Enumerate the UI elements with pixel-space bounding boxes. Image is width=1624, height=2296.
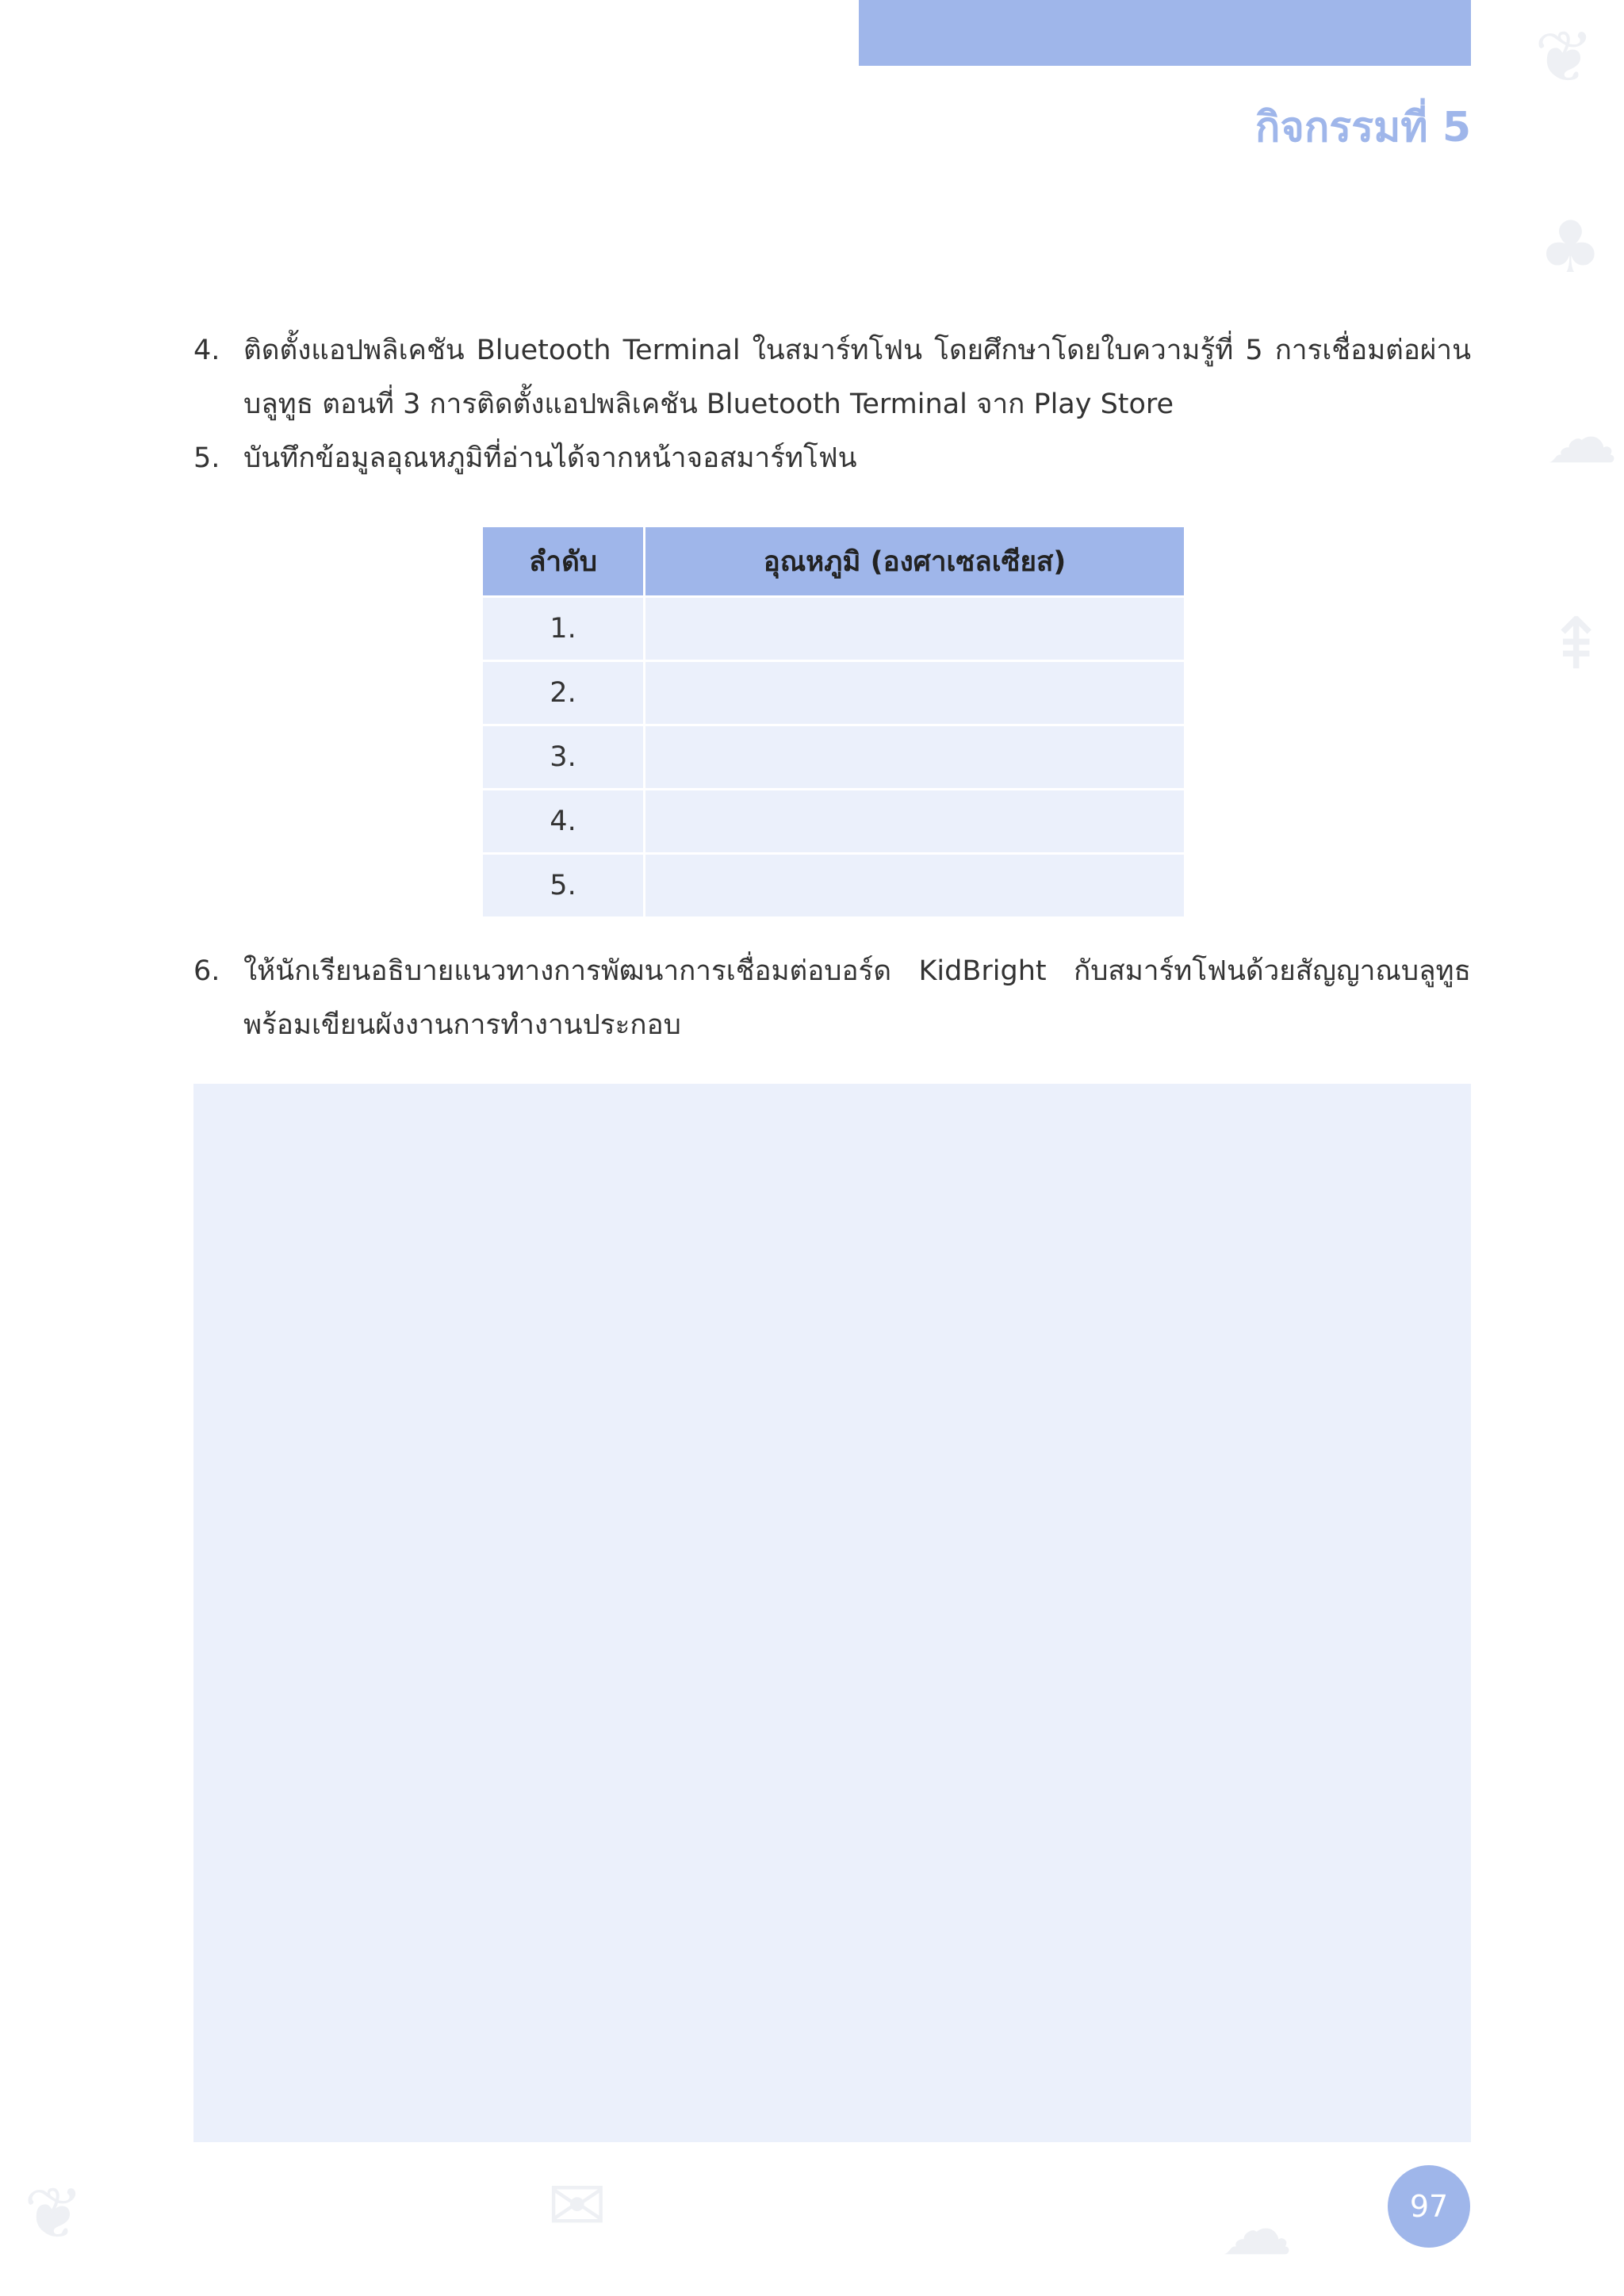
item-number: 4. (193, 335, 220, 366)
page-number: 97 (1388, 2165, 1470, 2248)
row-index: 4. (483, 790, 643, 852)
activity-title: กิจกรรมที่ 5 (1254, 104, 1471, 151)
mail-icon: ✉ (547, 2164, 607, 2248)
item-number: 5. (193, 442, 220, 474)
table-row (483, 790, 1184, 852)
leaf-icon: ❦ (1534, 16, 1595, 99)
row-index: 2. (483, 662, 643, 724)
temperature-cell[interactable] (645, 726, 1184, 788)
pine-icon: ⇞ (1546, 603, 1607, 686)
table-row (483, 726, 1184, 788)
item-text: บันทึกข้อมูลอุณหภูมิที่อ่านได้จากหน้าจอสมาร์ทโฟน (243, 442, 857, 474)
temperature-cell[interactable] (645, 855, 1184, 916)
instruction-6 (193, 944, 1471, 1052)
instruction-4 (193, 323, 1471, 431)
table-row (483, 598, 1184, 660)
temperature-cell[interactable] (645, 790, 1184, 852)
item-text: ติดตั้งแอปพลิเคชัน Bluetooth Terminal ในสมาร์ทโฟน โดยศึกษาโดยใบความรู้ที่ 5 การเชื่อมต่อผ่านบลูทูธ ตอนที่ 3 การติดตั้งแอปพลิเคชัน Bluetooth Terminal จาก Play Store (243, 335, 1471, 420)
leaf-icon: ❦ (24, 2172, 84, 2256)
answer-box[interactable] (193, 1084, 1471, 2142)
header-temperature: อุณหภูมิ (องศาเซลเซียส) (645, 527, 1184, 595)
temperature-cell[interactable] (645, 598, 1184, 660)
cloud-upload-icon: ☁ (1546, 396, 1618, 480)
header-order: ลำดับ (483, 527, 643, 595)
row-index: 1. (483, 598, 643, 660)
header-bar (859, 0, 1471, 66)
instruction-5 (193, 431, 1471, 485)
table-row (483, 662, 1184, 724)
temperature-table (481, 525, 1186, 919)
item-text: ให้นักเรียนอธิบายแนวทางการพัฒนาการเชื่อมต่อบอร์ด KidBright กับสมาร์ทโฟนด้วยสัญญาณบลูทูธ พร้อมเขียนผังงานการทำงานประกอบ (243, 955, 1471, 1041)
table-row (483, 855, 1184, 916)
table-header-row (483, 527, 1184, 595)
row-index: 3. (483, 726, 643, 788)
tree-icon: ♣ (1538, 206, 1603, 289)
cloud-icon: ☁ (1221, 2188, 1293, 2271)
item-number: 6. (193, 955, 220, 987)
temperature-cell[interactable] (645, 662, 1184, 724)
row-index: 5. (483, 855, 643, 916)
